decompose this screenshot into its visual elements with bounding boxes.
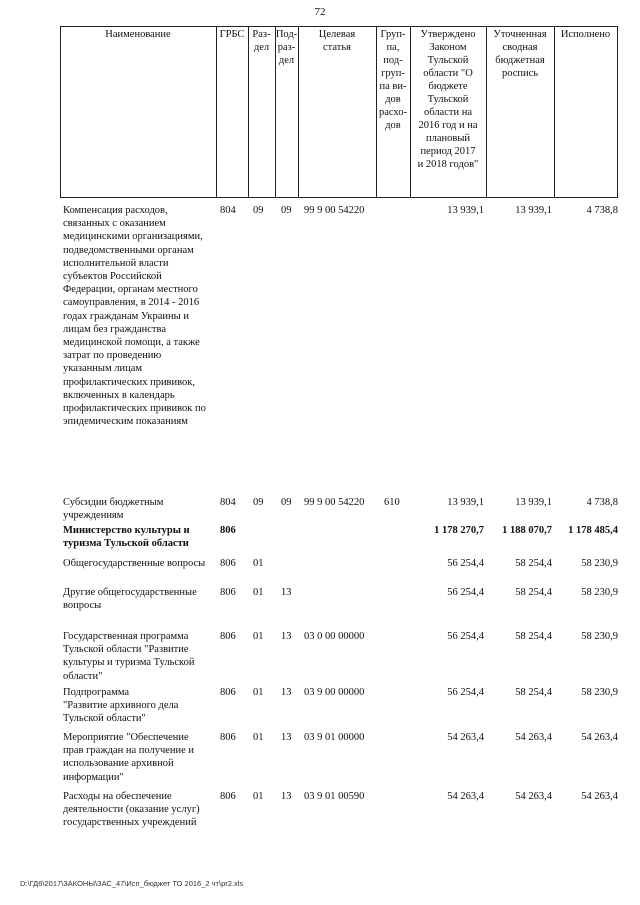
row-approved: 54 263,4	[447, 791, 484, 802]
header-podrazdel: Под- раз- дел	[275, 29, 298, 66]
row-approved: 56 254,4	[447, 631, 484, 642]
row-executed: 54 263,4	[581, 732, 618, 743]
row-clarified: 58 254,4	[515, 558, 552, 569]
row-target: 99 9 00 54220	[304, 205, 365, 216]
row-target: 03 0 00 00000	[304, 631, 365, 642]
header-clarified: Уточненная сводная бюджетная роспись	[493, 29, 547, 79]
row-name: Компенсация расходов, связанных с оказанием медицинскими организациями, подведомственными органам исполнительной власти субъектов Российской Федерации, органам местного самоуправления, в 2014 - 2016 годах гражданам Украины и лицам без гражданства медицинской помощи, а также затрат по проведению указанным лицам профилактических прививок, включенных в календарь профилактических прививок по эпидемическим показаниям	[63, 205, 206, 428]
header-approved: Утверждено Законом Тульской области "О бюджете Тульской области на 2016 год и на плановый период 2017 и 2018 годов"	[417, 29, 479, 170]
row-approved: 1 178 270,7	[434, 525, 484, 536]
row-name: Другие общегосударственные вопросы	[63, 587, 197, 612]
row-grbs: 806	[220, 687, 236, 698]
row-razdel: 01	[253, 631, 264, 642]
row-razdel: 01	[253, 791, 264, 802]
row-podrazdel: 09	[281, 205, 292, 216]
row-clarified: 58 254,4	[515, 587, 552, 598]
row-name: Субсидии бюджетным учреждениям	[63, 497, 164, 522]
row-razdel: 01	[253, 558, 264, 569]
footer-file-path: D:\ГД6\2017\ЗАКОНЫ\ЗАС_47\Исп_бюджет ТО 2016_2 чт\pr2.xls	[20, 879, 244, 888]
row-name: Мероприятие "Обеспечение прав граждан на получение и использование архивной информации"	[63, 732, 195, 783]
row-executed: 4 738,8	[586, 205, 618, 216]
row-podrazdel: 09	[281, 497, 292, 508]
header-target: Целевая статья	[318, 29, 356, 53]
row-executed: 58 230,9	[581, 587, 618, 598]
row-executed: 58 230,9	[581, 687, 618, 698]
row-name: Общегосударственные вопросы	[63, 558, 206, 569]
row-group: 610	[384, 497, 400, 508]
page-number: 72	[314, 6, 326, 18]
row-target: 03 9 01 00590	[304, 791, 365, 802]
row-podrazdel: 13	[281, 732, 292, 743]
row-name: Подпрограмма "Развитие архивного дела Тульской области"	[63, 687, 179, 725]
row-executed: 1 178 485,4	[568, 525, 618, 536]
row-podrazdel: 13	[281, 587, 292, 598]
header-divider	[554, 26, 555, 198]
row-podrazdel: 13	[281, 631, 292, 642]
row-razdel: 01	[253, 732, 264, 743]
table-header	[60, 26, 618, 198]
row-razdel: 01	[253, 687, 264, 698]
row-executed: 58 230,9	[581, 631, 618, 642]
row-target: 03 9 00 00000	[304, 687, 365, 698]
row-grbs: 806	[220, 587, 236, 598]
row-clarified: 54 263,4	[515, 791, 552, 802]
row-target: 03 9 01 00000	[304, 732, 365, 743]
header-razdel: Раз- дел	[252, 29, 271, 53]
header-executed: Исполнено	[560, 29, 611, 40]
header-bottom-rule	[60, 197, 618, 198]
row-clarified: 13 939,1	[515, 497, 552, 508]
row-name: Расходы на обеспечение деятельности (оказание услуг) государственных учреждений	[63, 791, 200, 829]
row-razdel: 09	[253, 205, 264, 216]
row-approved: 56 254,4	[447, 687, 484, 698]
row-executed: 4 738,8	[586, 497, 618, 508]
row-approved: 54 263,4	[447, 732, 484, 743]
row-executed: 58 230,9	[581, 558, 618, 569]
row-approved: 56 254,4	[447, 558, 484, 569]
row-grbs: 804	[220, 205, 236, 216]
row-grbs: 804	[220, 497, 236, 508]
header-name: Наименование	[105, 29, 171, 40]
row-clarified: 13 939,1	[515, 205, 552, 216]
row-grbs: 806	[220, 732, 236, 743]
row-grbs: 806	[220, 525, 236, 536]
row-target: 99 9 00 54220	[304, 497, 365, 508]
row-name: Министерство культуры и туризма Тульской области	[63, 525, 190, 550]
row-clarified: 1 188 070,7	[502, 525, 552, 536]
row-grbs: 806	[220, 791, 236, 802]
row-approved: 56 254,4	[447, 587, 484, 598]
header-top-rule	[60, 26, 618, 27]
row-clarified: 54 263,4	[515, 732, 552, 743]
header-grbs: ГРБС	[219, 29, 245, 40]
header-divider	[60, 26, 61, 198]
header-divider	[617, 26, 618, 198]
row-executed: 54 263,4	[581, 791, 618, 802]
header-divider	[216, 26, 217, 198]
header-group: Груп- па, под- груп- па ви- дов расхо- дов	[378, 29, 408, 131]
row-name: Государственная программа Тульской области "Развитие культуры и туризма Тульской области"	[63, 631, 195, 682]
row-grbs: 806	[220, 631, 236, 642]
row-podrazdel: 13	[281, 791, 292, 802]
row-approved: 13 939,1	[447, 497, 484, 508]
row-approved: 13 939,1	[447, 205, 484, 216]
row-clarified: 58 254,4	[515, 631, 552, 642]
row-podrazdel: 13	[281, 687, 292, 698]
row-razdel: 01	[253, 587, 264, 598]
row-clarified: 58 254,4	[515, 687, 552, 698]
row-grbs: 806	[220, 558, 236, 569]
row-razdel: 09	[253, 497, 264, 508]
